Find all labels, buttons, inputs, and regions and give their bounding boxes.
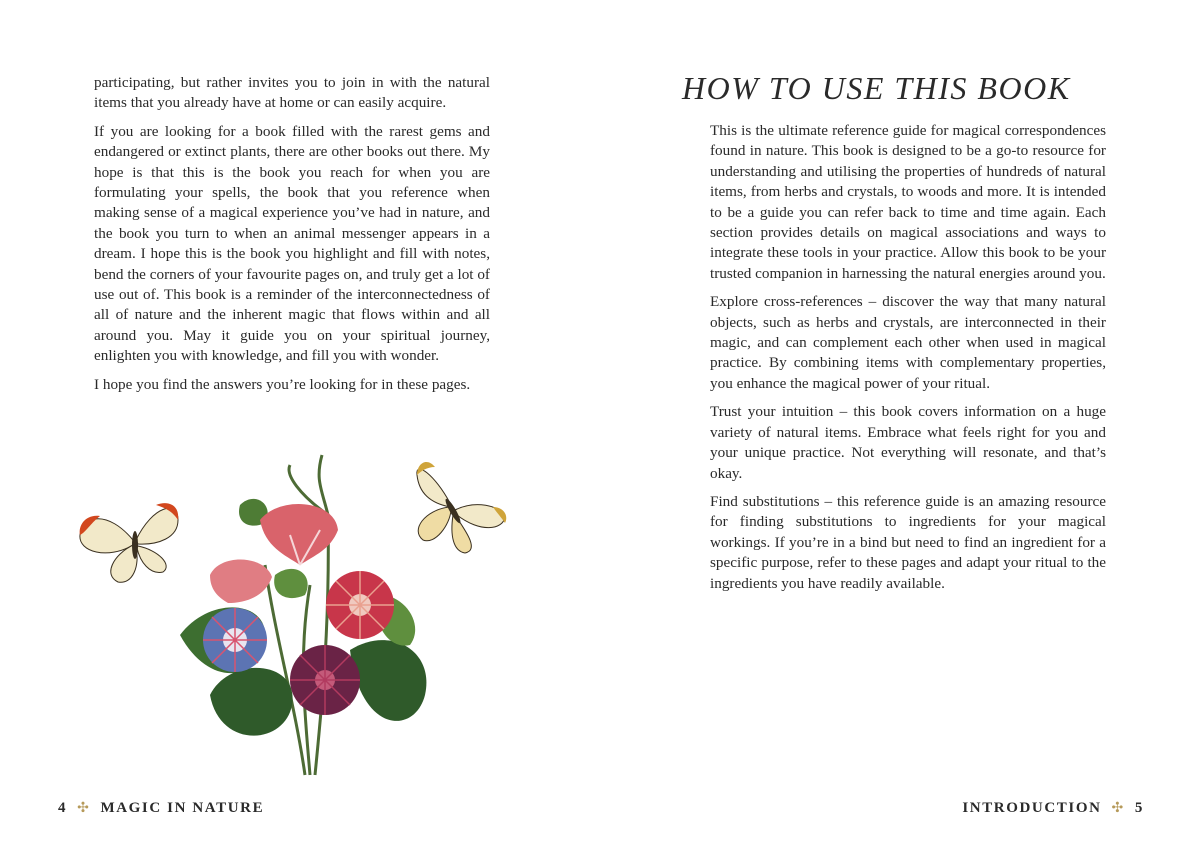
left-footer [58, 800, 264, 817]
right-footer [962, 800, 1144, 817]
page-number-right: 5 [1134, 800, 1144, 816]
leaf-small-mid [274, 569, 308, 598]
right-page-body [710, 121, 1106, 602]
ornament-separator: ✣ [1111, 801, 1125, 816]
flower-pink-top [260, 504, 338, 565]
left-paragraph-1: participating, but rather invites you to join in with the natural items that you already have at home or can easily acquire. [94, 74, 490, 112]
page-number-left: 4 [58, 800, 68, 816]
leaf-bottom-left [210, 668, 293, 736]
right-paragraph-4: Find substitutions – this reference guide is an amazing resource for finding substitutions to ingredients for your magical workings. If you’re in a bind but need to find an ingredient for a specific purpose, refer to these pages and adapt your ritual to the ingredients you have readily available. [710, 492, 1106, 592]
right-page [600, 0, 1200, 855]
ornament-separator: ✣ [77, 801, 91, 816]
running-head-left: MAGIC IN NATURE [100, 800, 265, 816]
left-paragraph-3: I hope you find the answers you’re looking for in these pages. [94, 375, 471, 393]
butterfly-right [417, 462, 506, 553]
left-paragraph-2: If you are looking for a book filled with the rarest gems and endangered or extinct plants, there are other books out there. My hope is that this is the book you reach for when you are formulating your spells, the book that you reference when making sense of a magical experience you’ve had in nature, and the book you turn to when an animal messenger appears in a dream. I hope this is the book you highlight and fill with notes, bend the corners of your favourite pages on, and truly get a lot of use out of. This book is a reminder of the interconnectedness of all of nature and the inherent magic that flows within and all around you. May it guide you on your spiritual journey, enlighten you with knowledge, and fill you with wonder. [94, 122, 490, 365]
right-paragraph-1: This is the ultimate reference guide for magical correspondences found in nature. This book is designed to be a go-to resource for understanding and utilising the properties of hundreds of natural items, from herbs and crystals, to woods and more. It is intended to be a guide you can refer back to time and time again. Each section provides details on magical associations and ways to integrate these tools in your practice. Allow this book to be your trusted companion in harnessing the natural energies around you. [710, 122, 1106, 282]
right-paragraph-2: Explore cross-references – discover the way that many natural objects, such as herbs and crystals, are interconnected in their magic, and can complement each other when used in magical practice. By combining items with complementary properties, you enhance the magical power of your ritual. [710, 293, 1106, 392]
butterfly-left [80, 503, 179, 582]
right-paragraph-3: Trust your intuition – this book covers information on a huge variety of natural items. Embrace what feels right for you and your unique practice. Not everything will resonate, and that’s okay. [710, 403, 1106, 482]
leaf-right-large [350, 640, 426, 721]
left-page-body [94, 73, 490, 403]
chapter-title: HOW TO USE THIS BOOK [682, 70, 1071, 106]
running-head-right: INTRODUCTION [962, 800, 1102, 816]
flower-pink-left [210, 559, 272, 603]
morning-glory-illustration [60, 435, 530, 795]
